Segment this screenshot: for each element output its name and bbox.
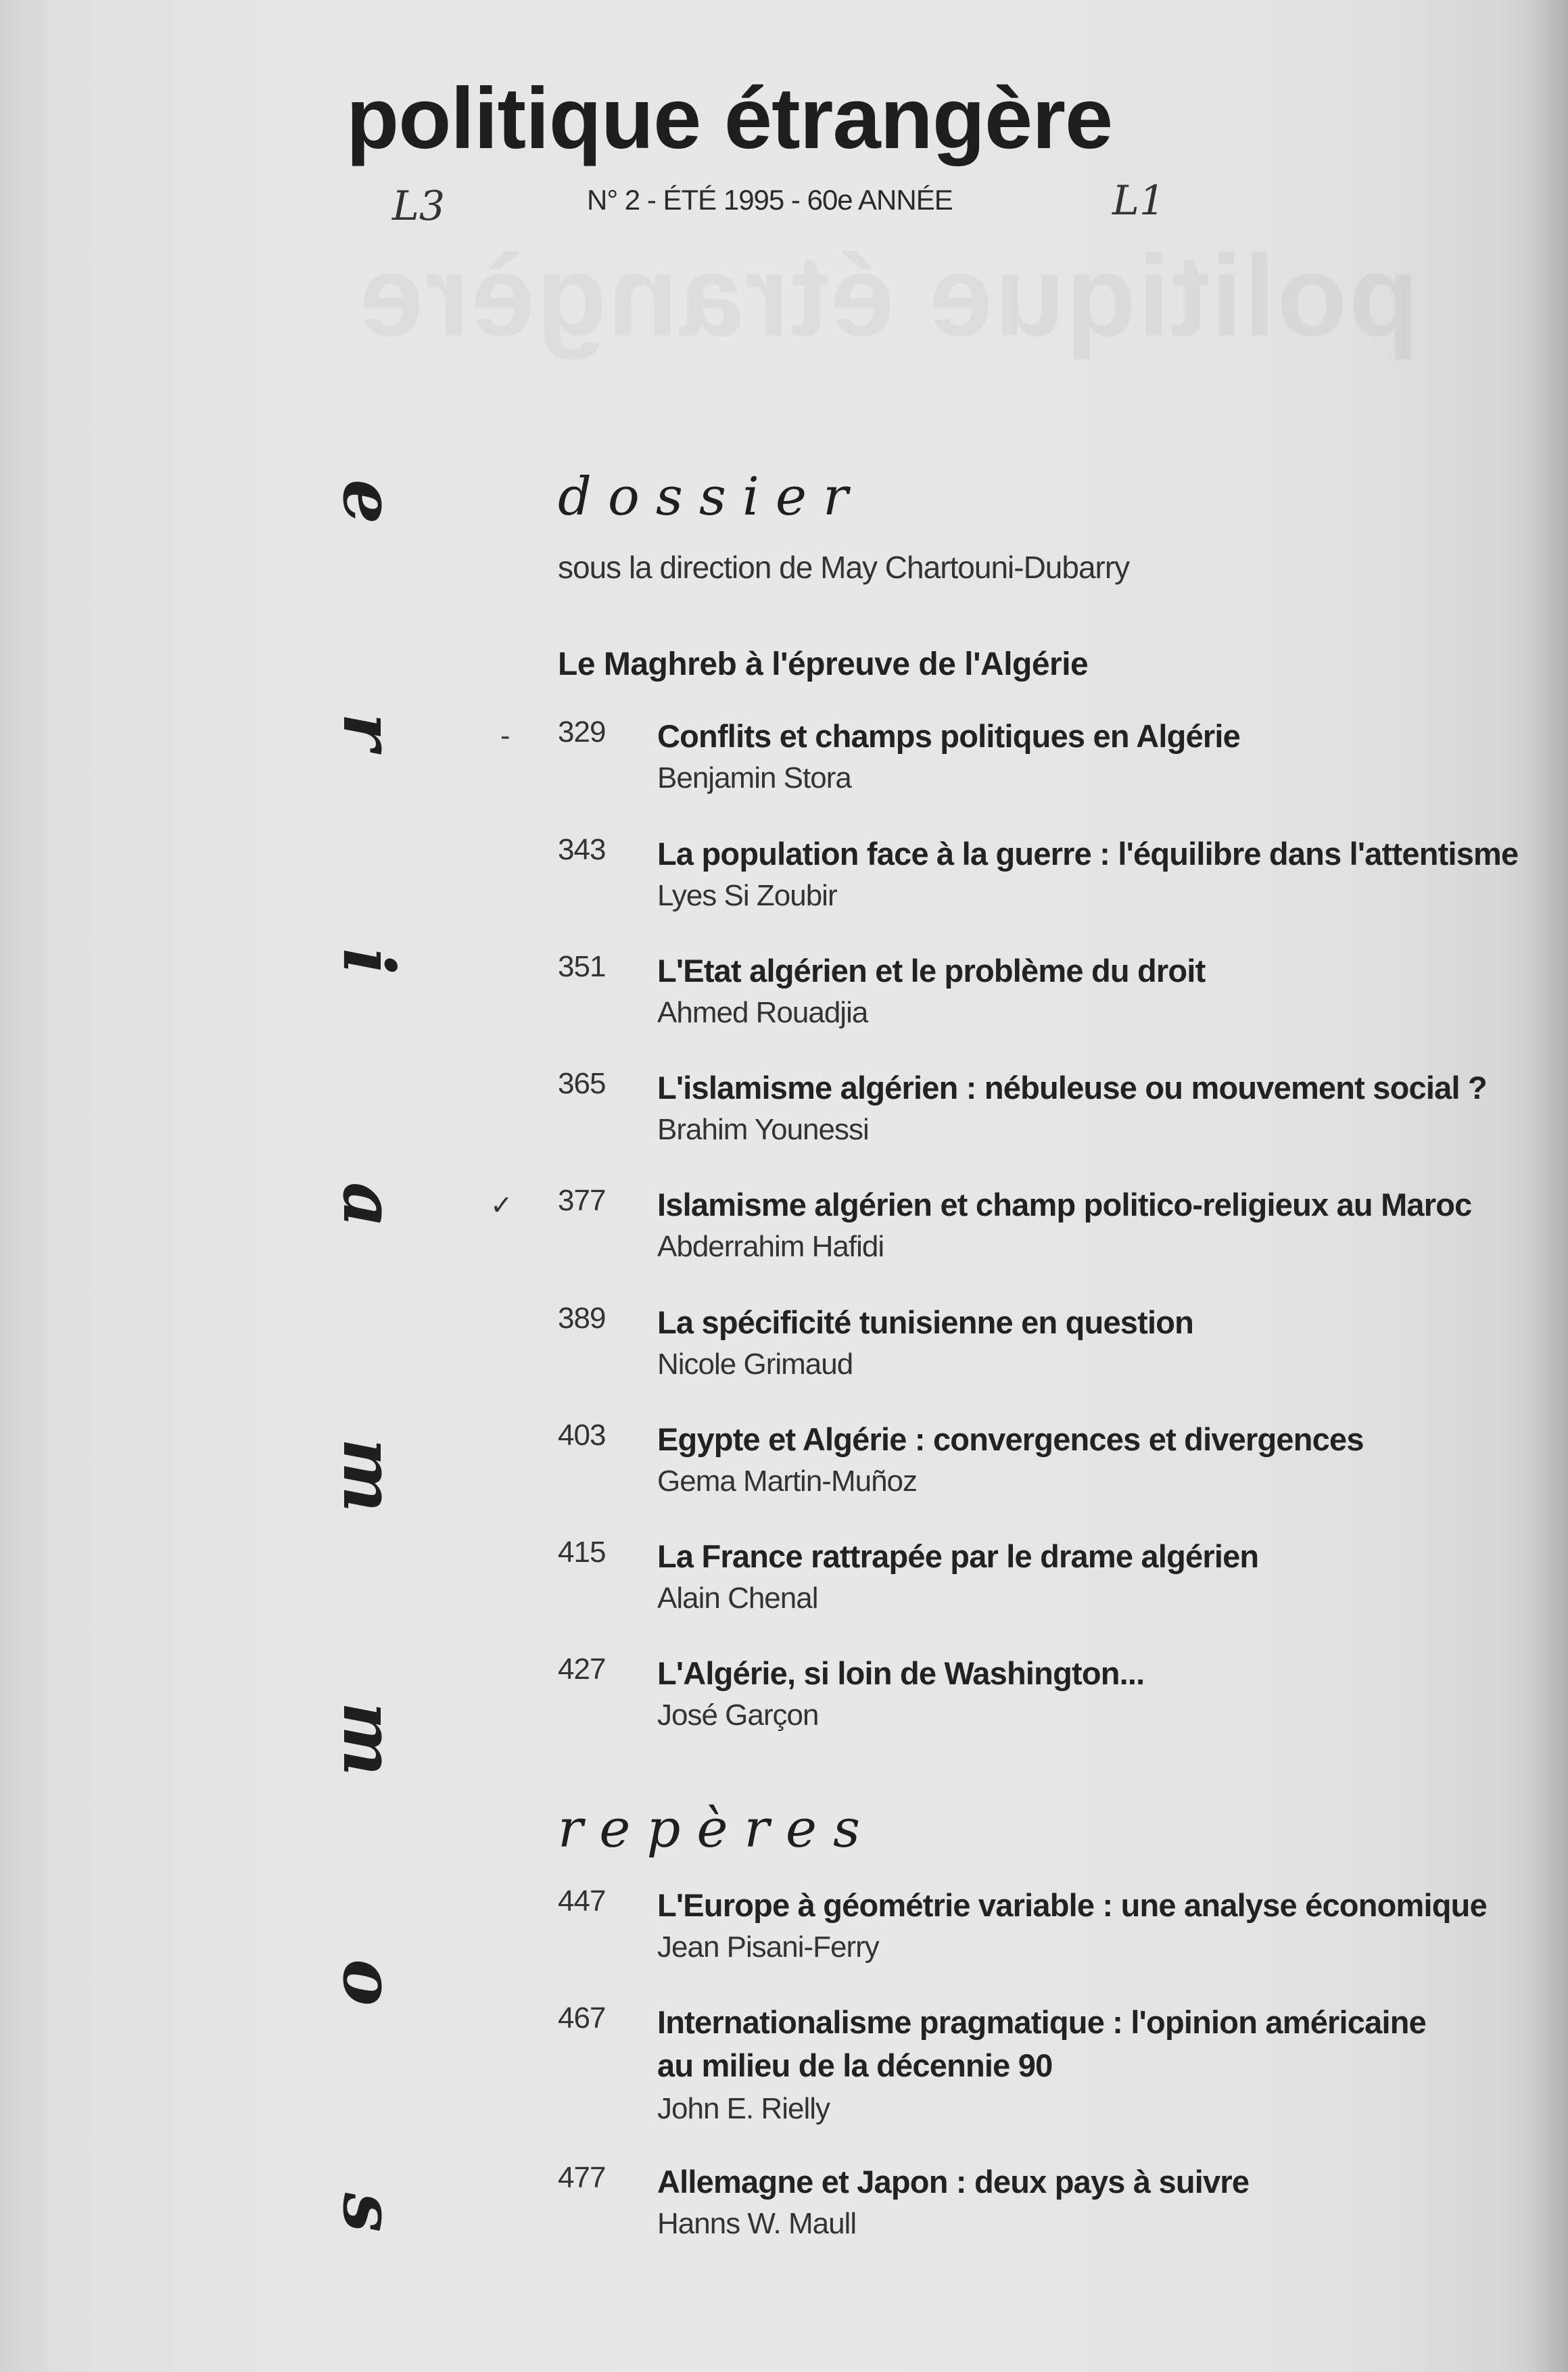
article-author: Ahmed Rouadjia: [657, 996, 868, 1029]
article-title: La spécificité tunisienne en question: [657, 1304, 1194, 1340]
article-author: Brahim Younessi: [657, 1113, 869, 1146]
article-title-line2: au milieu de la décennie 90: [657, 2047, 1053, 2083]
article-title: Islamisme algérien et champ politico-religieux au Maroc: [657, 1187, 1472, 1223]
show-through-title: [358, 230, 1419, 362]
page-number: 477: [558, 2161, 606, 2194]
page-number: 329: [558, 715, 606, 749]
article-author: Nicole Grimaud: [657, 1348, 853, 1381]
page-number: 447: [558, 1884, 606, 1918]
page-number: 427: [558, 1653, 606, 1686]
article-title: Internationalisme pragmatique : l'opinion américaine: [657, 2004, 1426, 2040]
article-title: Conflits et champs politiques en Algérie: [657, 718, 1241, 754]
vertical-letter: r: [327, 713, 410, 751]
article-title: L'Etat algérien et le problème du droit: [657, 953, 1206, 989]
vertical-letter: i: [327, 948, 410, 975]
page-number: 389: [558, 1302, 606, 1335]
vertical-letter: m: [327, 1702, 410, 1777]
article-title: L'Europe à géométrie variable : une analyse économique: [657, 1887, 1487, 1923]
margin-mark: ✓: [490, 1190, 513, 1221]
page-number: 365: [558, 1067, 606, 1100]
dossier-direction: sous la direction de May Chartouni-Dubarry: [558, 550, 1130, 585]
page-number: 467: [558, 2001, 606, 2035]
article-author: Lyes Si Zoubir: [657, 879, 837, 912]
vertical-letter: o: [327, 1959, 410, 2006]
article-author: Hanns W. Maull: [657, 2207, 857, 2240]
article-author: John E. Rielly: [657, 2092, 830, 2125]
vertical-letter: a: [327, 1182, 410, 1228]
handwritten-note-left: L3: [392, 183, 446, 230]
article-title: Egypte et Algérie : convergences et divergences: [657, 1421, 1364, 1457]
article-author: Benjamin Stora: [657, 761, 851, 794]
handwritten-note-right: L1: [1112, 177, 1166, 224]
article-author: Gema Martin-Muñoz: [657, 1465, 918, 1498]
margin-mark: -: [500, 721, 510, 752]
vertical-letter: e: [327, 479, 410, 525]
vertical-letter: s: [327, 2192, 410, 2233]
page-number: 351: [558, 950, 606, 983]
article-title: L'Algérie, si loin de Washington...: [657, 1655, 1145, 1691]
vertical-letter: m: [327, 1438, 410, 1513]
journal-title: politique étrangère: [346, 70, 1113, 167]
page-edge-shadow: [1527, 0, 1568, 2372]
page-number: 403: [558, 1419, 606, 1452]
article-title: La population face à la guerre : l'équilibre dans l'attentisme: [657, 836, 1519, 872]
article-title: Allemagne et Japon : deux pays à suivre: [657, 2164, 1250, 2200]
article-title: La France rattrapée par le drame algérien: [657, 1538, 1259, 1574]
page-number: 343: [558, 833, 606, 866]
page-number: 377: [558, 1184, 606, 1217]
article-author: José Garçon: [657, 1699, 819, 1732]
section-heading-reperes: repères: [558, 1799, 877, 1859]
section-heading-dossier: dossier: [558, 467, 865, 527]
dossier-theme: Le Maghreb à l'épreuve de l'Algérie: [558, 646, 1089, 682]
article-author: Jean Pisani-Ferry: [657, 1930, 879, 1964]
issue-info: N° 2 - ÉTÉ 1995 - 60e ANNÉE: [587, 184, 953, 216]
article-title: L'islamisme algérien : nébuleuse ou mouvement social ?: [657, 1070, 1487, 1106]
article-author: Alain Chenal: [657, 1582, 818, 1615]
page-number: 415: [558, 1536, 606, 1569]
article-author: Abderrahim Hafidi: [657, 1230, 884, 1263]
